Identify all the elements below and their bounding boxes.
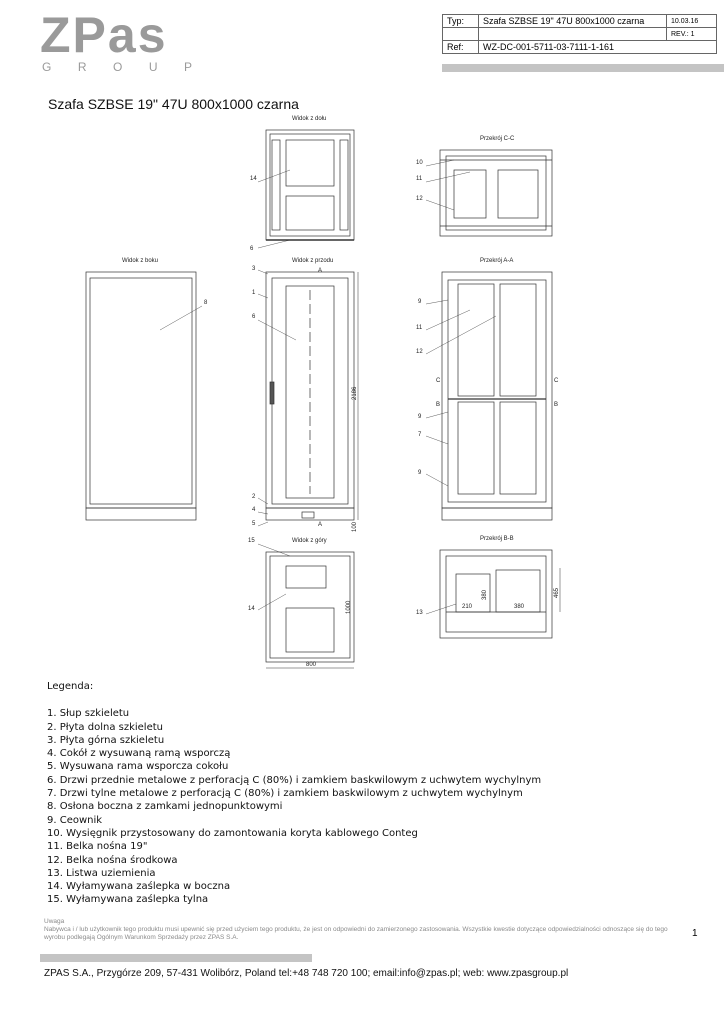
- callout-number: 7: [418, 432, 422, 438]
- legend-item: 7. Drzwi tylne metalowe z perforacją C (80%) i zamkiem baskwilowym z uchwytem wychylnym: [47, 788, 523, 800]
- section-mark: A: [318, 268, 323, 274]
- section-mark: C: [436, 378, 441, 384]
- section-cc: [440, 136, 552, 236]
- bottom-view-label: Widok z dołu: [292, 116, 327, 122]
- doc-revision: REV.: 1: [667, 28, 717, 41]
- callout-number: 6: [250, 246, 254, 252]
- dimensions: [306, 386, 560, 668]
- logo-letter: P: [183, 60, 192, 74]
- ref-label: Ref:: [443, 41, 479, 54]
- document-meta-table: [442, 14, 717, 54]
- legend-item: 14. Wyłamywana zaślepka w boczna: [47, 881, 231, 893]
- callout-number: 12: [416, 196, 423, 202]
- callout-number: 8: [204, 300, 208, 306]
- callout-number: 4: [252, 507, 256, 513]
- callout-number: 6: [252, 314, 256, 320]
- callout-number: 5: [252, 521, 256, 527]
- type-value: Szafa SZBSE 19" 47U 800x1000 czarna: [479, 15, 667, 28]
- callout-number: 12: [416, 349, 423, 355]
- front-view-label: Widok z przodu: [292, 258, 334, 264]
- section-mark: B: [554, 402, 559, 408]
- document-title: Szafa SZBSE 19" 47U 800x1000 czarna: [48, 96, 299, 112]
- type-label: Typ:: [443, 15, 479, 28]
- technical-drawing: [0, 108, 724, 678]
- callout-number: 13: [416, 610, 423, 616]
- company-footer: ZPAS S.A., Przygórze 209, 57-431 Wolibórz, Poland tel:+48 748 720 100; email:info@zpas.pl; web: www.zpasgroup.pl: [44, 968, 569, 979]
- legend-item: 6. Drzwi przednie metalowe z perforacją C (80%) i zamkiem baskwilowym z uchwytem wychylnym: [47, 774, 542, 786]
- disclaimer-note: [44, 918, 684, 942]
- callout-number: 15: [248, 538, 255, 544]
- legend-item: 15. Wyłamywana zaślepka tylna: [47, 894, 209, 906]
- footer-divider-bar: [40, 954, 312, 962]
- front-view: [266, 258, 358, 520]
- dimension-label: 800: [306, 662, 317, 668]
- dimension-label: 380: [482, 589, 488, 600]
- section-mark: B: [436, 402, 441, 408]
- section-mark: C: [554, 378, 559, 384]
- legend-item: 12. Belka nośna środkowa: [47, 854, 178, 866]
- callout-number: 11: [416, 325, 423, 331]
- legend-item: 4. Cokół z wysuwaną ramą wsporczą: [47, 748, 231, 760]
- callout-number: 9: [418, 299, 422, 305]
- section-mark: A: [318, 522, 323, 528]
- legend-item: 8. Osłona boczna z zamkami jednopunktowymi: [47, 801, 283, 813]
- logo-letter: O: [112, 60, 123, 74]
- zpas-logo: [40, 7, 200, 74]
- doc-date: 10.03.16: [667, 15, 717, 28]
- dimension-label: 465: [554, 587, 560, 598]
- legend-title: Legenda:: [47, 681, 94, 692]
- dimension-label: 2186: [352, 386, 358, 400]
- page-number: 1: [692, 928, 698, 939]
- ref-value: WZ-DC-001-5711-03-7111-1-161: [479, 41, 717, 54]
- section-bb-label: Przekrój B-B: [480, 536, 514, 542]
- note-text: Nabywca i / lub użytkownik tego produktu musi upewnić się przed użyciem tego produktu, że jest on odpowiedni do zamierzonego zastosowania. Wszystkie kwestie dotyczące odpowiedzialności odnoszące się do tego wyrobu podlegają Ogólnym Warunkom Sprzedaży przez ZPAS S.A.: [44, 926, 668, 941]
- callout-number: 9: [418, 414, 422, 420]
- section-bb: [440, 536, 560, 638]
- dimension-label: 1000: [346, 600, 352, 614]
- callout-number: 3: [252, 266, 256, 272]
- logo-letter: U: [148, 60, 158, 74]
- callout-number: 11: [416, 176, 423, 182]
- section-aa: [442, 258, 552, 520]
- callout-leaders: [160, 160, 496, 614]
- legend: [47, 680, 541, 907]
- legend-item: 5. Wysuwana rama wsporcza cokołu: [47, 761, 229, 773]
- dimension-label: 100: [352, 521, 358, 532]
- legend-item: 3. Płyta górna szkieletu: [47, 734, 165, 746]
- top-view-label: Widok z góry: [292, 538, 327, 544]
- legend-item: 2. Płyta dolna szkieletu: [47, 721, 163, 733]
- callout-number: 14: [248, 606, 255, 612]
- logo-letter: G: [42, 60, 52, 74]
- side-view: [86, 258, 196, 520]
- callout-number: 1: [252, 290, 256, 296]
- side-view-label: Widok z boku: [122, 258, 159, 264]
- logo-letter: R: [77, 60, 87, 74]
- section-aa-label: Przekrój A-A: [480, 258, 514, 264]
- callout-numbers: [204, 160, 423, 616]
- legend-item: 10. Wysięgnik przystosowany do zamontowania koryta kablowego Conteg: [47, 827, 418, 839]
- callout-number: 2: [252, 494, 256, 500]
- header-divider-bar: [442, 64, 724, 72]
- logo-wordmark: ZPas: [40, 7, 168, 63]
- logo-group-text: [42, 60, 192, 74]
- note-title: Uwaga: [44, 918, 65, 925]
- legend-item: 1. Słup szkieletu: [47, 708, 130, 720]
- legend-list: [47, 707, 541, 906]
- section-cc-label: Przekrój C-C: [480, 136, 515, 142]
- dimension-label: 380: [514, 604, 525, 610]
- legend-item: 9. Ceownik: [47, 814, 103, 826]
- callout-number: 9: [418, 470, 422, 476]
- dimension-label: 210: [462, 604, 473, 610]
- top-view: [266, 538, 354, 668]
- legend-item: 11. Belka nośna 19": [47, 841, 148, 853]
- callout-number: 14: [250, 176, 257, 182]
- legend-item: 13. Listwa uziemienia: [47, 867, 156, 879]
- callout-number: 10: [416, 160, 423, 166]
- bottom-view: [266, 116, 354, 240]
